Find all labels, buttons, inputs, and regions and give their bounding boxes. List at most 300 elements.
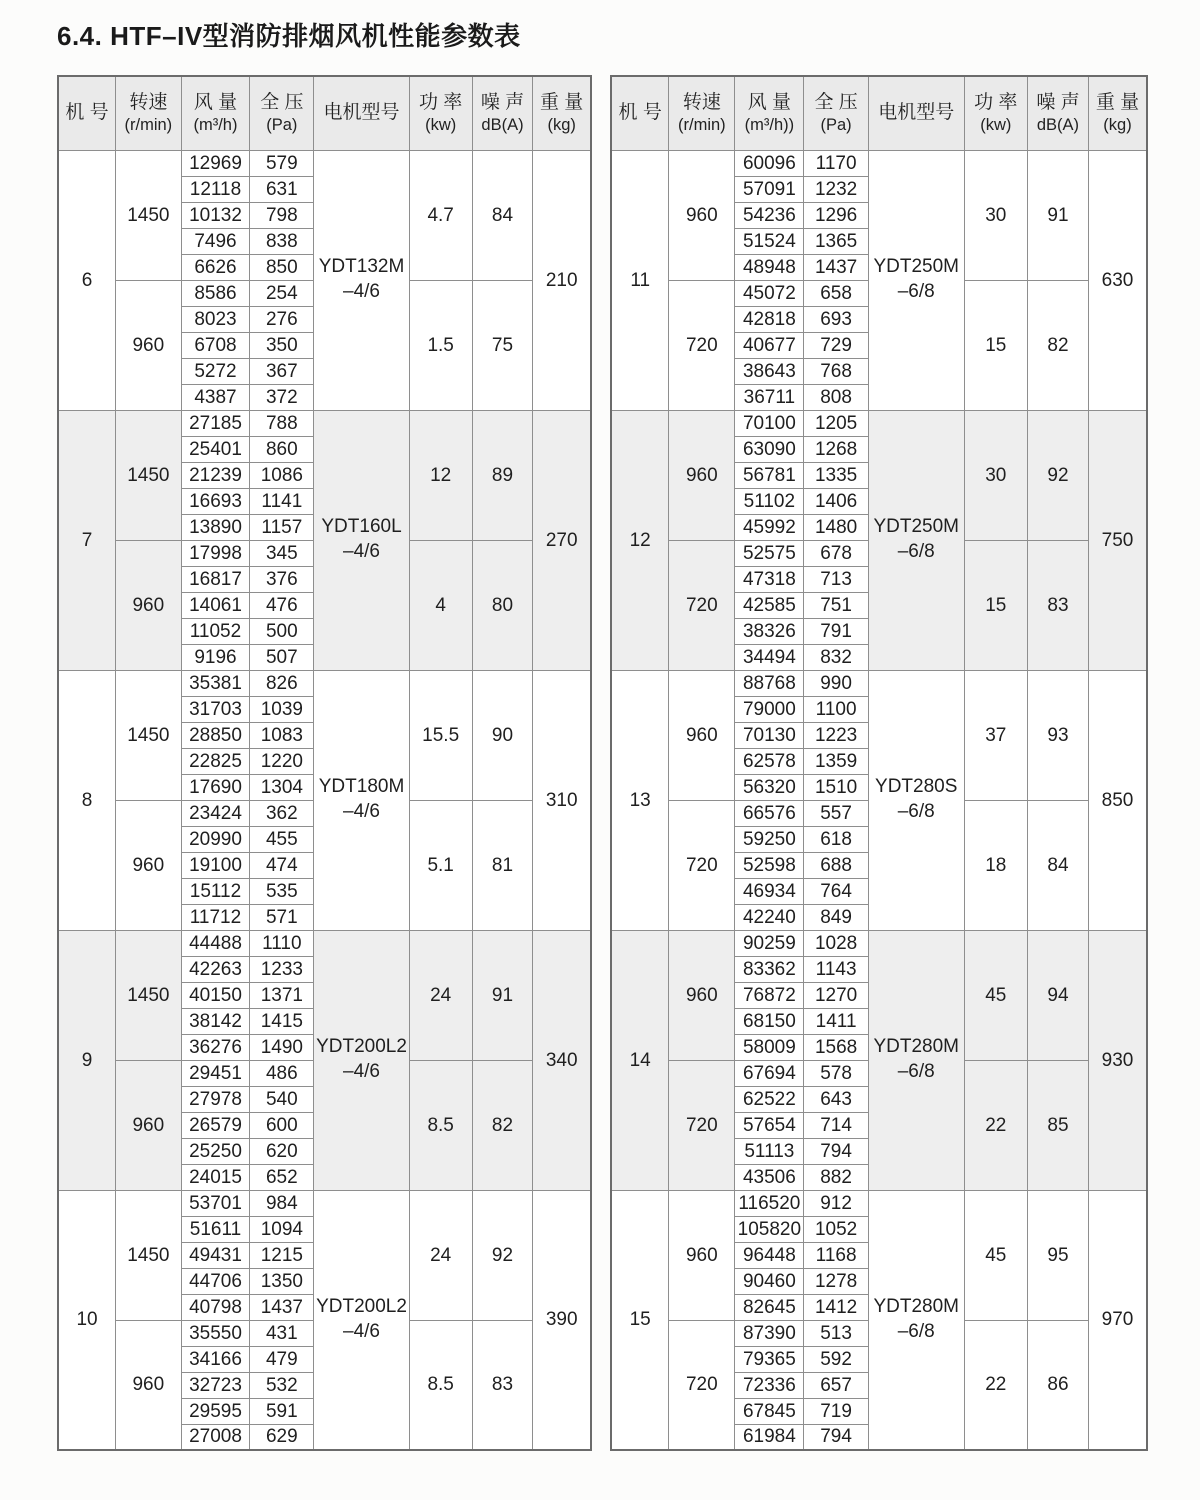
table-row [611, 930, 1147, 956]
column-header-label: 电机型号 [323, 102, 400, 124]
air-volume-cell: 14061 [181, 592, 250, 618]
pressure-cell: 1350 [250, 1268, 314, 1294]
pressure-cell: 1110 [250, 930, 314, 956]
column-header-unit: (Pa) [820, 115, 852, 134]
pressure-cell: 1094 [250, 1216, 314, 1242]
column-header [1089, 76, 1147, 150]
motor-model-cell [868, 930, 964, 1190]
motor-model-line2: –4/6 [343, 1061, 380, 1082]
machine-number-cell: 11 [611, 150, 669, 410]
table-row [58, 930, 591, 956]
power-cell: 18 [964, 800, 1027, 930]
column-header-label: 机 号 [65, 102, 109, 124]
air-volume-cell: 19100 [181, 852, 250, 878]
column-header [735, 76, 804, 150]
weight-cell: 850 [1089, 670, 1147, 930]
power-cell: 8.5 [409, 1060, 472, 1190]
weight-cell: 970 [1089, 1190, 1147, 1450]
power-cell: 4 [409, 540, 472, 670]
air-volume-cell: 25401 [181, 436, 250, 462]
pressure-cell: 912 [804, 1190, 868, 1216]
table-row [58, 150, 591, 176]
power-cell: 1.5 [409, 280, 472, 410]
column-header-label: 全 压 [260, 92, 304, 114]
column-header [964, 76, 1027, 150]
column-header [611, 76, 669, 150]
air-volume-cell: 36711 [735, 384, 804, 410]
air-volume-cell: 52575 [735, 540, 804, 566]
power-cell: 5.1 [409, 800, 472, 930]
air-volume-cell: 59250 [735, 826, 804, 852]
air-volume-cell: 46934 [735, 878, 804, 904]
air-volume-cell: 44706 [181, 1268, 250, 1294]
speed-cell: 720 [669, 1320, 735, 1450]
pressure-cell: 1039 [250, 696, 314, 722]
pressure-cell: 600 [250, 1112, 314, 1138]
pressure-cell: 1510 [804, 774, 868, 800]
column-header-label: 功 率 [419, 92, 463, 114]
pressure-cell: 1233 [250, 956, 314, 982]
pressure-cell: 507 [250, 644, 314, 670]
column-header-unit: (m³/h) [193, 115, 238, 134]
pressure-cell: 688 [804, 852, 868, 878]
table-row [611, 670, 1147, 696]
pressure-cell: 1268 [804, 436, 868, 462]
motor-model-line1: YDT280M [873, 1036, 959, 1058]
air-volume-cell: 70100 [735, 410, 804, 436]
air-volume-cell: 8586 [181, 280, 250, 306]
pressure-cell: 372 [250, 384, 314, 410]
speed-cell: 960 [669, 1190, 735, 1320]
pressure-cell: 791 [804, 618, 868, 644]
pressure-cell: 1100 [804, 696, 868, 722]
speed-cell: 960 [116, 540, 182, 670]
pressure-cell: 254 [250, 280, 314, 306]
pressure-cell: 1490 [250, 1034, 314, 1060]
air-volume-cell: 61984 [735, 1424, 804, 1450]
air-volume-cell: 62522 [735, 1086, 804, 1112]
pressure-cell: 455 [250, 826, 314, 852]
speed-cell: 960 [116, 280, 182, 410]
power-cell: 15 [964, 280, 1027, 410]
air-volume-cell: 44488 [181, 930, 250, 956]
pressure-cell: 1223 [804, 722, 868, 748]
air-volume-cell: 90259 [735, 930, 804, 956]
air-volume-cell: 29451 [181, 1060, 250, 1086]
pressure-cell: 557 [804, 800, 868, 826]
air-volume-cell: 90460 [735, 1268, 804, 1294]
motor-model-line2: –6/8 [897, 541, 935, 562]
table-row [58, 670, 591, 696]
pressure-cell: 838 [250, 228, 314, 254]
motor-model-line2: –6/8 [897, 1320, 935, 1342]
pressure-cell: 1141 [250, 488, 314, 514]
motor-model-cell [314, 1190, 409, 1450]
air-volume-cell: 34494 [735, 644, 804, 670]
column-header-unit: (kg) [547, 115, 576, 134]
pressure-cell: 1365 [804, 228, 868, 254]
pressure-cell: 486 [250, 1060, 314, 1086]
noise-cell: 92 [472, 1190, 533, 1320]
air-volume-cell: 42585 [735, 592, 804, 618]
pressure-cell: 631 [250, 176, 314, 202]
speed-cell: 720 [669, 280, 735, 410]
column-header-label: 机 号 [618, 102, 662, 124]
pressure-cell: 768 [804, 358, 868, 384]
air-volume-cell: 40677 [735, 332, 804, 358]
pressure-cell: 1304 [250, 774, 314, 800]
noise-cell: 82 [1027, 280, 1088, 410]
pressure-cell: 794 [804, 1138, 868, 1164]
air-volume-cell: 40798 [181, 1294, 250, 1320]
pressure-cell: 276 [250, 306, 314, 332]
column-header-unit: (m³/h)) [744, 115, 795, 134]
noise-cell: 81 [472, 800, 533, 930]
motor-model-cell [314, 150, 409, 410]
machine-number-cell: 7 [58, 410, 116, 670]
speed-cell: 1450 [116, 410, 182, 540]
speed-cell: 720 [669, 540, 735, 670]
air-volume-cell: 23424 [181, 800, 250, 826]
pressure-cell: 693 [804, 306, 868, 332]
air-volume-cell: 88768 [735, 670, 804, 696]
air-volume-cell: 26579 [181, 1112, 250, 1138]
air-volume-cell: 53701 [181, 1190, 250, 1216]
air-volume-cell: 36276 [181, 1034, 250, 1060]
pressure-cell: 798 [250, 202, 314, 228]
pressure-cell: 476 [250, 592, 314, 618]
pressure-cell: 882 [804, 1164, 868, 1190]
power-cell: 24 [409, 930, 472, 1060]
speed-cell: 720 [669, 1060, 735, 1190]
air-volume-cell: 70130 [735, 722, 804, 748]
power-cell: 12 [409, 410, 472, 540]
fan-parameter-table-left [57, 75, 592, 1451]
pressure-cell: 657 [804, 1372, 868, 1398]
pressure-cell: 713 [804, 566, 868, 592]
pressure-cell: 579 [250, 150, 314, 176]
air-volume-cell: 45992 [735, 514, 804, 540]
pressure-cell: 1359 [804, 748, 868, 774]
noise-cell: 89 [472, 410, 533, 540]
motor-model-line2: –6/8 [897, 1061, 935, 1082]
power-cell: 15.5 [409, 670, 472, 800]
pressure-cell: 376 [250, 566, 314, 592]
motor-model-line2: –4/6 [343, 541, 380, 562]
air-volume-cell: 47318 [735, 566, 804, 592]
pressure-cell: 1143 [804, 956, 868, 982]
pressure-cell: 474 [250, 852, 314, 878]
column-header-unit: (r/min) [124, 115, 173, 134]
pressure-cell: 751 [804, 592, 868, 618]
noise-cell: 94 [1027, 930, 1088, 1060]
pressure-cell: 1335 [804, 462, 868, 488]
column-header-label: 转速 [682, 92, 721, 114]
air-volume-cell: 51611 [181, 1216, 250, 1242]
noise-cell: 91 [472, 930, 533, 1060]
column-header [116, 76, 182, 150]
air-volume-cell: 11712 [181, 904, 250, 930]
air-volume-cell: 38643 [735, 358, 804, 384]
table-row [611, 410, 1147, 436]
column-header-label: 电机型号 [878, 102, 955, 124]
motor-model-cell [868, 670, 964, 930]
motor-model-line1: YDT250M [873, 516, 959, 538]
pressure-cell: 1232 [804, 176, 868, 202]
air-volume-cell: 79000 [735, 696, 804, 722]
machine-number-cell: 10 [58, 1190, 116, 1450]
machine-number-cell: 15 [611, 1190, 669, 1450]
air-volume-cell: 12969 [181, 150, 250, 176]
air-volume-cell: 35381 [181, 670, 250, 696]
pressure-cell: 1296 [804, 202, 868, 228]
motor-model-cell [868, 150, 964, 410]
speed-cell: 1450 [116, 150, 182, 280]
pressure-cell: 1220 [250, 748, 314, 774]
speed-cell: 960 [669, 150, 735, 280]
power-cell: 30 [964, 150, 1027, 280]
pressure-cell: 431 [250, 1320, 314, 1346]
air-volume-cell: 34166 [181, 1346, 250, 1372]
column-header [250, 76, 314, 150]
air-volume-cell: 16817 [181, 566, 250, 592]
noise-cell: 95 [1027, 1190, 1088, 1320]
pressure-cell: 1083 [250, 722, 314, 748]
speed-cell: 960 [116, 800, 182, 930]
weight-cell: 210 [533, 150, 591, 410]
pressure-cell: 350 [250, 332, 314, 358]
column-header-label: 风 量 [747, 92, 791, 114]
weight-cell: 310 [533, 670, 591, 930]
motor-model-cell [868, 410, 964, 670]
pressure-cell: 850 [250, 254, 314, 280]
column-header-label: 转速 [129, 92, 168, 114]
air-volume-cell: 51113 [735, 1138, 804, 1164]
pressure-cell: 764 [804, 878, 868, 904]
air-volume-cell: 76872 [735, 982, 804, 1008]
air-volume-cell: 63090 [735, 436, 804, 462]
pressure-cell: 500 [250, 618, 314, 644]
air-volume-cell: 51102 [735, 488, 804, 514]
air-volume-cell: 35550 [181, 1320, 250, 1346]
column-header-label: 重 量 [1095, 92, 1140, 114]
air-volume-cell: 27008 [181, 1424, 250, 1450]
pressure-cell: 826 [250, 670, 314, 696]
pressure-cell: 652 [250, 1164, 314, 1190]
speed-cell: 1450 [116, 1190, 182, 1320]
air-volume-cell: 28850 [181, 722, 250, 748]
machine-number-cell: 13 [611, 670, 669, 930]
air-volume-cell: 7496 [181, 228, 250, 254]
column-header [669, 76, 735, 150]
air-volume-cell: 16693 [181, 488, 250, 514]
pressure-cell: 367 [250, 358, 314, 384]
weight-cell: 750 [1089, 410, 1147, 670]
machine-number-cell: 14 [611, 930, 669, 1190]
pressure-cell: 1215 [250, 1242, 314, 1268]
air-volume-cell: 6626 [181, 254, 250, 280]
column-header [804, 76, 868, 150]
pressure-cell: 788 [250, 410, 314, 436]
air-volume-cell: 24015 [181, 1164, 250, 1190]
motor-model-line2: –4/6 [343, 281, 380, 302]
speed-cell: 1450 [116, 670, 182, 800]
motor-model-line2: –6/8 [897, 801, 935, 822]
weight-cell: 270 [533, 410, 591, 670]
air-volume-cell: 10132 [181, 202, 250, 228]
power-cell: 37 [964, 670, 1027, 800]
pressure-cell: 1270 [804, 982, 868, 1008]
pressure-cell: 620 [250, 1138, 314, 1164]
pressure-cell: 729 [804, 332, 868, 358]
noise-cell: 85 [1027, 1060, 1088, 1190]
table-row [58, 410, 591, 436]
air-volume-cell: 83362 [735, 956, 804, 982]
pressure-cell: 571 [250, 904, 314, 930]
motor-model-cell [314, 670, 409, 930]
weight-cell: 630 [1089, 150, 1147, 410]
pressure-cell: 832 [804, 644, 868, 670]
pressure-cell: 984 [250, 1190, 314, 1216]
pressure-cell: 1406 [804, 488, 868, 514]
noise-cell: 84 [1027, 800, 1088, 930]
pressure-cell: 1415 [250, 1008, 314, 1034]
column-header [472, 76, 533, 150]
column-header-unit: dB(A) [1036, 115, 1080, 134]
column-header [1027, 76, 1088, 150]
air-volume-cell: 56320 [735, 774, 804, 800]
air-volume-cell: 29595 [181, 1398, 250, 1424]
pressure-cell: 1371 [250, 982, 314, 1008]
motor-model-line2: –4/6 [343, 1320, 380, 1342]
pressure-cell: 1437 [250, 1294, 314, 1320]
air-volume-cell: 87390 [735, 1320, 804, 1346]
pressure-cell: 1437 [804, 254, 868, 280]
pressure-cell: 591 [250, 1398, 314, 1424]
motor-model-line1: YDT160L [321, 516, 402, 538]
air-volume-cell: 25250 [181, 1138, 250, 1164]
column-header-label: 重 量 [540, 92, 584, 114]
power-cell: 22 [964, 1320, 1027, 1450]
pressure-cell: 719 [804, 1398, 868, 1424]
power-cell: 45 [964, 1190, 1027, 1320]
air-volume-cell: 38142 [181, 1008, 250, 1034]
air-volume-cell: 38326 [735, 618, 804, 644]
motor-model-line2: –6/8 [897, 281, 935, 302]
air-volume-cell: 27978 [181, 1086, 250, 1112]
pressure-cell: 479 [250, 1346, 314, 1372]
noise-cell: 84 [472, 150, 533, 280]
motor-model-line1: YDT280S [875, 776, 958, 798]
weight-cell: 930 [1089, 930, 1147, 1190]
air-volume-cell: 11052 [181, 618, 250, 644]
pressure-cell: 629 [250, 1424, 314, 1450]
air-volume-cell: 62578 [735, 748, 804, 774]
noise-cell: 93 [1027, 670, 1088, 800]
column-header-label: 噪 声 [480, 92, 525, 114]
pressure-cell: 678 [804, 540, 868, 566]
speed-cell: 720 [669, 800, 735, 930]
motor-model-line1: YDT132M [318, 256, 405, 278]
column-header [181, 76, 250, 150]
page-title: 6.4. HTF–IV型消防排烟风机性能参数表 [57, 21, 521, 51]
pressure-cell: 1028 [804, 930, 868, 956]
machine-number-cell: 9 [58, 930, 116, 1190]
air-volume-cell: 43506 [735, 1164, 804, 1190]
column-header-label: 全 压 [814, 92, 858, 114]
speed-cell: 960 [669, 670, 735, 800]
noise-cell: 75 [472, 280, 533, 410]
air-volume-cell: 56781 [735, 462, 804, 488]
pressure-cell: 1411 [804, 1008, 868, 1034]
power-cell: 45 [964, 930, 1027, 1060]
pressure-cell: 794 [804, 1424, 868, 1450]
pressure-cell: 513 [804, 1320, 868, 1346]
pressure-cell: 1157 [250, 514, 314, 540]
table-row [611, 150, 1147, 176]
pressure-cell: 1052 [804, 1216, 868, 1242]
air-volume-cell: 58009 [735, 1034, 804, 1060]
air-volume-cell: 5272 [181, 358, 250, 384]
machine-number-cell: 12 [611, 410, 669, 670]
pressure-cell: 1568 [804, 1034, 868, 1060]
motor-model-cell [314, 410, 409, 670]
weight-cell: 390 [533, 1190, 591, 1450]
air-volume-cell: 17690 [181, 774, 250, 800]
air-volume-cell: 12118 [181, 176, 250, 202]
air-volume-cell: 15112 [181, 878, 250, 904]
motor-model-cell [314, 930, 409, 1190]
column-header-label: 噪 声 [1036, 92, 1080, 114]
air-volume-cell: 27185 [181, 410, 250, 436]
header-row [611, 76, 1147, 150]
motor-model-line1: YDT200L2 [316, 1296, 407, 1318]
pressure-cell: 578 [804, 1060, 868, 1086]
air-volume-cell: 42818 [735, 306, 804, 332]
fan-parameter-table-right [610, 75, 1148, 1451]
column-header-unit: (Pa) [266, 115, 298, 134]
air-volume-cell: 67694 [735, 1060, 804, 1086]
pressure-cell: 362 [250, 800, 314, 826]
air-volume-cell: 66576 [735, 800, 804, 826]
air-volume-cell: 32723 [181, 1372, 250, 1398]
pressure-cell: 1170 [804, 150, 868, 176]
air-volume-cell: 72336 [735, 1372, 804, 1398]
machine-number-cell: 6 [58, 150, 116, 410]
column-header [868, 76, 964, 150]
air-volume-cell: 17998 [181, 540, 250, 566]
pressure-cell: 990 [804, 670, 868, 696]
air-volume-cell: 48948 [735, 254, 804, 280]
air-volume-cell: 45072 [735, 280, 804, 306]
column-header-unit: (kw) [980, 115, 1012, 134]
noise-cell: 83 [472, 1320, 533, 1450]
air-volume-cell: 54236 [735, 202, 804, 228]
noise-cell: 86 [1027, 1320, 1088, 1450]
air-volume-cell: 42263 [181, 956, 250, 982]
motor-model-line2: –4/6 [343, 801, 380, 822]
air-volume-cell: 8023 [181, 306, 250, 332]
speed-cell: 1450 [116, 930, 182, 1060]
air-volume-cell: 57654 [735, 1112, 804, 1138]
air-volume-cell: 82645 [735, 1294, 804, 1320]
column-header-label: 功 率 [974, 92, 1018, 114]
motor-model-line1: YDT200L2 [316, 1036, 407, 1058]
column-header [533, 76, 591, 150]
air-volume-cell: 21239 [181, 462, 250, 488]
table-row [58, 1190, 591, 1216]
air-volume-cell: 49431 [181, 1242, 250, 1268]
